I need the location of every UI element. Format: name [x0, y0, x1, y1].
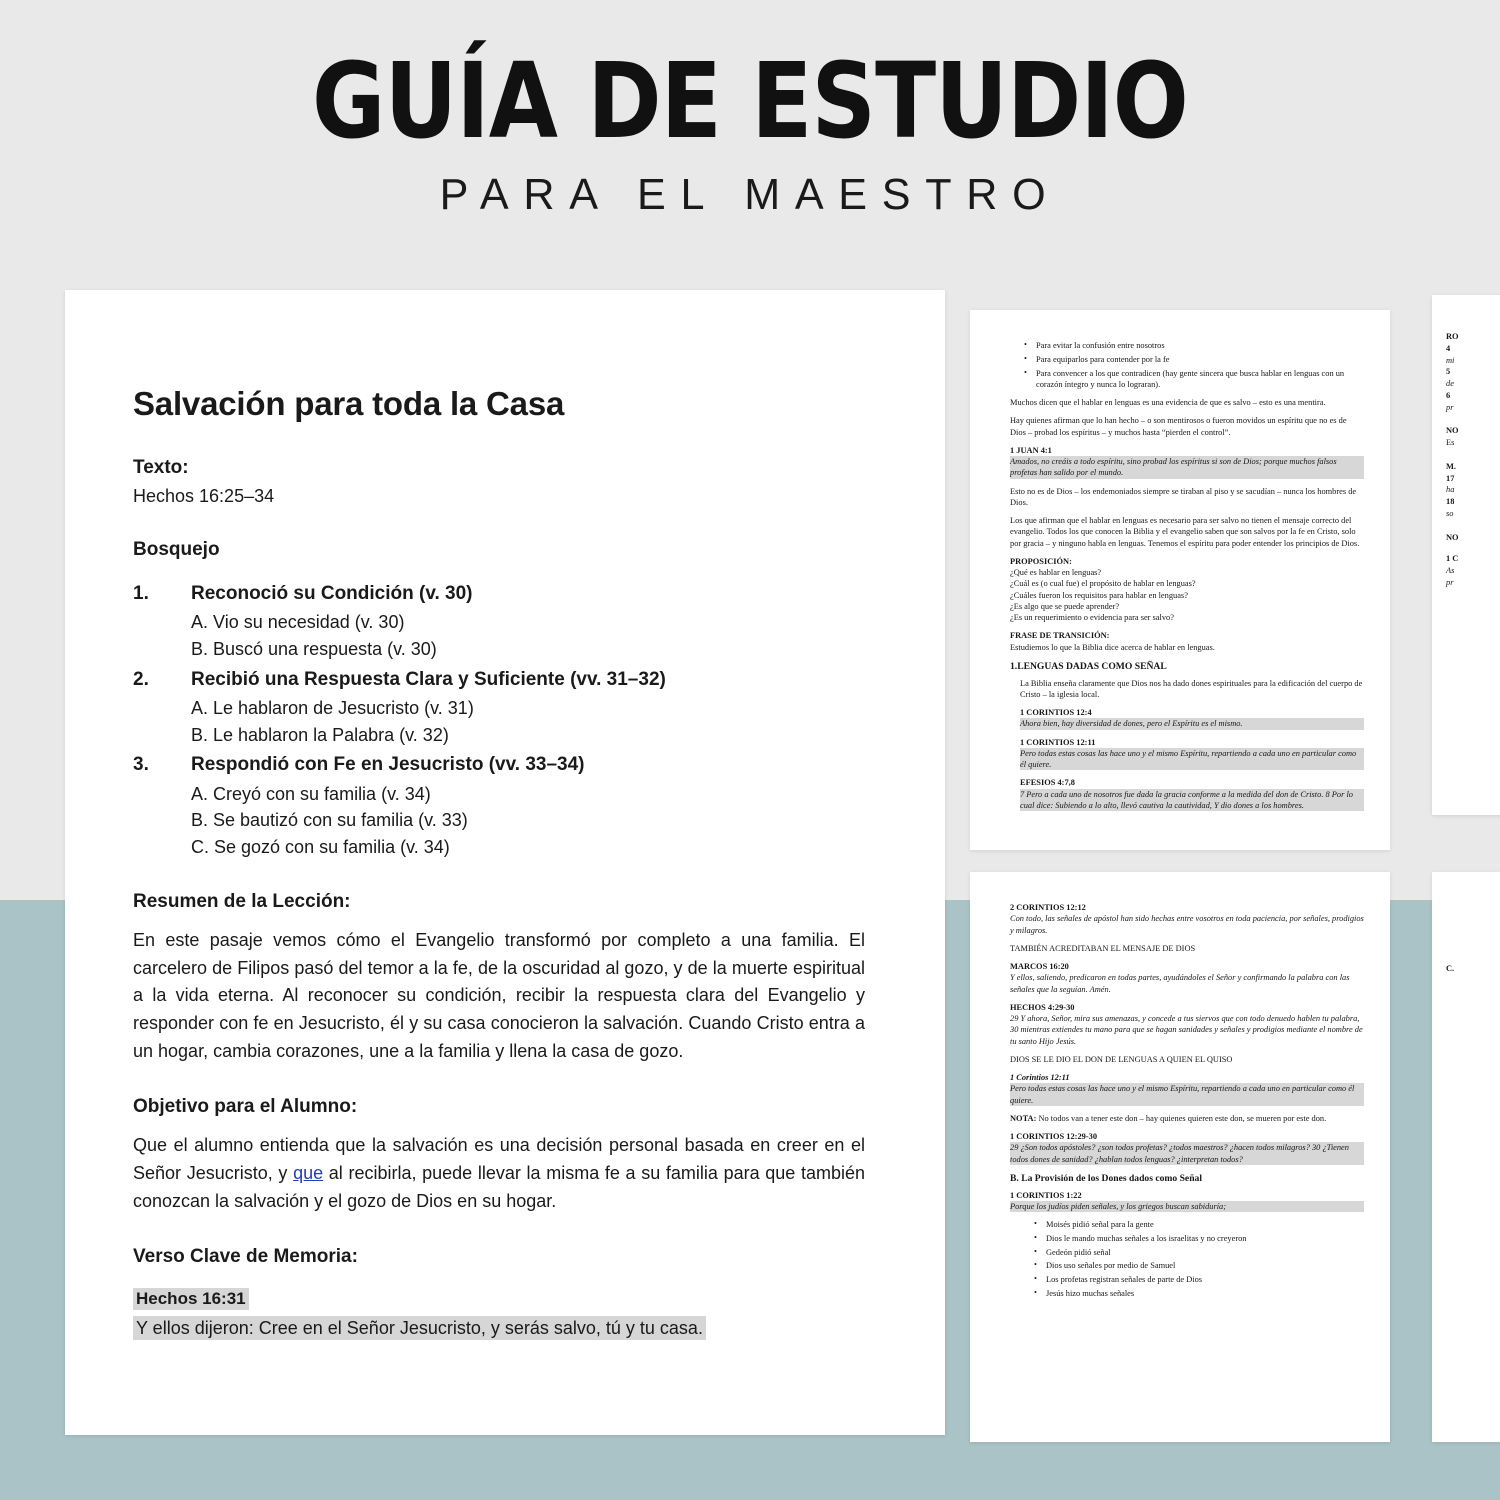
verse-reference: MARCOS 16:20: [1010, 962, 1069, 971]
verse-text: 29 ¿Son todos apóstoles? ¿son todos profetas? ¿todos maestros? ¿hacen todos milagros? 30 ¿Tienen todos dones de sanidad? ¿hablan todos lenguas? ¿interpretan todos?: [1010, 1142, 1364, 1165]
outline-subpoint: C. Se gozó con su familia (v. 34): [191, 837, 450, 858]
text-reference: Hechos 16:25–34: [133, 486, 275, 506]
objective-link[interactable]: que: [293, 1162, 324, 1183]
page-c-line: NO: [1446, 532, 1459, 542]
transition-text: Estudiemos lo que la Biblia dice acerca de hablar en lenguas.: [1010, 642, 1215, 652]
outline-item: [133, 579, 865, 663]
verse-reference: HECHOS 4:29-30: [1010, 1002, 1075, 1012]
page-e-line: C.: [1446, 964, 1455, 973]
page-e-content: [1432, 872, 1500, 975]
list-item: • Para convencer a los que contradicen (hay gente sincera que busca hablar en lenguas con un corazón íntegro y nunca lo lograran).: [1026, 368, 1364, 391]
outline-list: [133, 579, 865, 861]
lesson-title: Salvación para toda la Casa: [133, 385, 565, 422]
paragraph: Hay quienes afirman que lo han hecho – o son mentirosos o fueron movidos un espíritu que no es de Dios – probad los espíritus – y muchos hasta “pierden el control”.: [1010, 416, 1347, 437]
note-label: NOTA:: [1010, 1113, 1037, 1123]
paragraph: Esto no es de Dios – los endemoniados siempre se tiraban al piso y se sacudían – nunca los hombres de Dios.: [1010, 486, 1357, 507]
header: [0, 40, 1500, 220]
outline-title: Recibió una Respuesta Clara y Suficiente (vv. 31–32): [191, 668, 666, 690]
objective-text: [133, 1132, 865, 1216]
list-item: • Para evitar la confusión entre nosotros: [1026, 340, 1364, 351]
verse-text: Con todo, las señales de apóstol han sido hechas entre vosotros en toda paciencia, por señales, prodigios y milagros.: [1010, 914, 1364, 935]
outline-number: 3.: [133, 754, 149, 776]
verse-text: 29 Y ahora, Señor, mira sus amenazas, y concede a tus siervos que con todo denuedo hablen tu palabra, 30 mientras extiendes tu mano para que se hagan sanidades y señales y prodigios mediante el nombre de tu santo Hijo Jesús.: [1010, 1014, 1363, 1046]
verse-reference: 2 CORINTIOS 12:12: [1010, 903, 1086, 912]
outline-subpoint: B. Le hablaron la Palabra (v. 32): [191, 724, 449, 745]
page-c-line: 1 C: [1446, 554, 1459, 564]
page-c-line: de: [1446, 379, 1454, 389]
outline-item: [133, 750, 865, 860]
verse-reference: 1 CORINTIOS 12:4: [1020, 708, 1092, 718]
verse-reference: 1 CORINTIOS 1:22: [1010, 1190, 1082, 1200]
page-c-line: ha: [1446, 485, 1455, 495]
outline-number: 1.: [133, 583, 149, 605]
section-heading: 1.LENGUAS DADAS COMO SEÑAL: [1010, 660, 1167, 672]
outline-subpoint: B. Buscó una respuesta (v. 30): [191, 639, 437, 660]
outline-subpoint: A. Le hablaron de Jesucristo (v. 31): [191, 698, 474, 719]
page-d-content: [970, 872, 1390, 1299]
verse-text: 7 Pero a cada uno de nosotros fue dada la gracia conforme a la medida del don de Cristo. 8 Por lo cual dice: Subiendo a lo alto, llevó cautiva la cautividad, Y dio dones a los hombres.: [1020, 789, 1364, 812]
outline-number: 2.: [133, 668, 149, 690]
page-c-line: 17: [1446, 473, 1455, 483]
section-heading: B. La Provisión de los Dones dados como Señal: [1010, 1172, 1202, 1184]
page-c-line: As: [1446, 566, 1455, 576]
text-heading: Texto:: [133, 457, 189, 478]
outline-title: Reconoció su Condición (v. 30): [191, 583, 473, 605]
outline-main-point: [133, 579, 865, 609]
page-c-line: 5: [1446, 367, 1451, 377]
document-page-e: [1432, 872, 1500, 1442]
main-page-content: [65, 290, 945, 1343]
page-c-line: M.: [1446, 461, 1456, 471]
list-item: • Gedeón pidió señal: [1036, 1247, 1364, 1258]
document-page-d: [970, 872, 1390, 1442]
list-item: • Dios le mando muchas señales a los israelitas y no creyeron: [1036, 1233, 1364, 1244]
page-c-line: 18: [1446, 497, 1455, 507]
verse-reference: EFESIOS 4:7,8: [1020, 778, 1075, 788]
proposition-item: ¿Cuáles fueron los requisitos para hablar en lenguas?: [1010, 590, 1188, 600]
proposition-item: ¿Es un requerimiento o evidencia para ser salvo?: [1010, 613, 1174, 622]
page-b-top-bullets: [1010, 340, 1364, 390]
page-c-line: RO: [1446, 332, 1459, 341]
outline-main-point: [133, 750, 865, 780]
page-c-line: mi: [1446, 355, 1455, 365]
verse-text: Porque los judíos piden señales, y los griegos buscan sabiduría;: [1010, 1201, 1364, 1212]
verse-text: Amados, no creáis a todo espíritu, sino probad los espíritus si son de Dios; porque muchos falsos profetas han salido por el mundo.: [1010, 456, 1364, 479]
page-subtitle: PARA EL MAESTRO: [439, 170, 1061, 220]
memory-verse-line: [133, 1314, 865, 1343]
paragraph: Los que afirman que el hablar en lenguas es necesario para ser salvo no tienen el mensaje correcto del evangelio. Todos los que conocen la Biblia y el evangelio saben que son salvos por la fe en Cristo, solo por gracia – y ninguno habla en lenguas. Tenemos el espíritu para poder entender los principios de Dios.: [1010, 516, 1360, 548]
list-item: • Dios uso señales por medio de Samuel: [1036, 1260, 1364, 1271]
page-c-line: pr: [1446, 578, 1454, 588]
outline-item: [133, 665, 865, 749]
note-text: No todos van a tener este don – hay quienes quieren este don, se mueren por este don.: [1036, 1113, 1327, 1123]
verse-reference: 1 JUAN 4:1: [1010, 445, 1052, 455]
page-c-line: pr: [1446, 402, 1454, 412]
document-page-b: [970, 310, 1390, 850]
section-heading: DIOS SE LE DIO EL DON DE LENGUAS A QUIEN EL QUISO: [1010, 1054, 1233, 1064]
page-c-line: so: [1446, 508, 1454, 518]
objective-heading: Objetivo para el Alumno:: [133, 1096, 358, 1118]
outline-subpoint: A. Creyó con su familia (v. 34): [191, 783, 431, 804]
note: [1010, 1113, 1364, 1124]
section-heading: TAMBIÉN ACREDITABAN EL MENSAJE DE DIOS: [1010, 943, 1196, 953]
list-item: • Moisés pidió señal para la gente: [1036, 1219, 1364, 1230]
outline-subpoint: A. Vio su necesidad (v. 30): [191, 612, 405, 633]
document-page-main: [65, 290, 945, 1435]
verse-text: Y ellos, saliendo, predicaron en todas partes, ayudándoles el Señor y confirmando la palabra con las señales que la seguían. Amén.: [1010, 973, 1350, 994]
page-title: GUÍA DE ESTUDIO: [312, 40, 1188, 162]
list-item: • Los profetas registran señales de parte de Dios: [1036, 1274, 1364, 1285]
proposition-heading: PROPOSICIÓN:: [1010, 556, 1072, 566]
page-c-line: 4: [1446, 343, 1451, 353]
verse-reference: 1 CORINTIOS 12:11: [1020, 737, 1096, 747]
outline-title: Respondió con Fe en Jesucristo (vv. 33–34): [191, 754, 585, 776]
page-c-line: Es: [1446, 438, 1455, 448]
memory-verse-text: Y ellos dijeron: Cree en el Señor Jesucristo, y serás salvo, tú y tu casa.: [133, 1316, 706, 1340]
verse-text: Pero todas estas cosas las hace uno y el mismo Espíritu, repartiendo a cada uno en particular como él quiere.: [1010, 1083, 1364, 1106]
memory-verse-heading: Verso Clave de Memoria:: [133, 1245, 358, 1267]
page-d-bullets: [1020, 1219, 1364, 1299]
proposition-item: ¿Es algo que se puede aprender?: [1010, 601, 1120, 611]
summary-text: En este pasaje vemos cómo el Evangelio transformó por completo a una familia. El carcelero de Filipos pasó del temor a la fe, de la oscuridad al gozo, y de la muerte espiritual a la vida eterna. Al reconocer su condición, recibir la respuesta clara del Evangelio y responder con fe en Jesucristo, él y su casa conocieron la salvación. Cuando Cristo entra a un hogar, cambia corazones, une a la familia y llena la casa de gozo.: [133, 929, 865, 1062]
list-item: • Jesús hizo muchas señales: [1036, 1288, 1364, 1299]
list-item: • Para equiparlos para contender por la fe: [1026, 354, 1364, 365]
page-b-content: [970, 310, 1390, 811]
outline-heading: Bosquejo: [133, 539, 220, 561]
document-page-c: [1432, 295, 1500, 815]
objective-text-part1: Que el alumno entienda que la salvación es una decisión personal basada en creer en el Señor Jesucristo, y: [133, 1135, 865, 1183]
summary-heading: Resumen de la Lección:: [133, 890, 351, 912]
memory-verse-reference: Hechos 16:31: [133, 1288, 249, 1310]
objective-text-part2: al recibirla, puede llevar la misma fe a su familia para que también conozcan la salvación y el gozo de Dios en su hogar.: [133, 1162, 866, 1211]
page-c-content: [1432, 295, 1500, 589]
verse-text: Pero todas estas cosas las hace uno y el mismo Espíritu, repartiendo a cada uno en particular como él quiere.: [1020, 748, 1364, 771]
verse-text: Ahora bien, hay diversidad de dones, pero el Espíritu es el mismo.: [1020, 718, 1364, 729]
proposition-item: ¿Qué es hablar en lenguas?: [1010, 568, 1102, 577]
page-c-line: 6: [1446, 390, 1451, 400]
transition-heading: FRASE DE TRANSICIÓN:: [1010, 631, 1110, 641]
section-text: La Biblia enseña claramente que Dios nos ha dado dones espirituales para la edificación del cuerpo de Cristo – la iglesia local.: [1020, 678, 1363, 699]
outline-main-point: [133, 665, 865, 695]
verse-reference: 1 Corintios 12:11: [1010, 1073, 1070, 1082]
paragraph: Muchos dicen que el hablar en lenguas es una evidencia de que es salvo – esto es una mentira.: [1010, 398, 1326, 407]
page-c-line: NO: [1446, 426, 1459, 436]
proposition-item: ¿Cuál es (o cual fue) el propósito de hablar en lenguas?: [1010, 579, 1196, 589]
verse-reference: 1 CORINTIOS 12:29-30: [1010, 1132, 1098, 1141]
outline-subpoint: B. Se bautizó con su familia (v. 33): [191, 810, 468, 831]
